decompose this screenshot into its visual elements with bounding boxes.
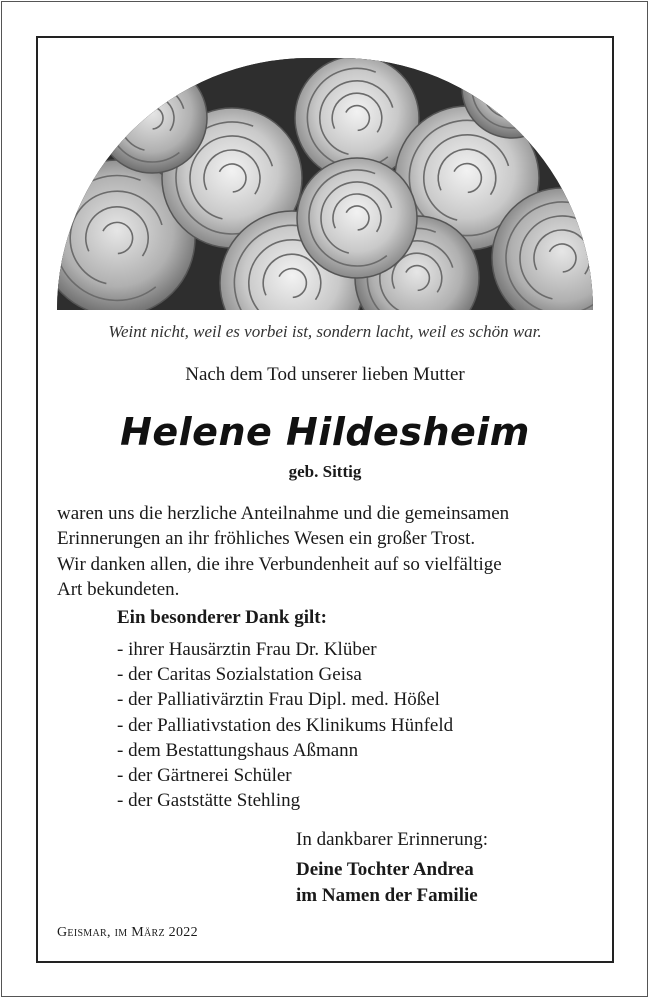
thanks-item: - der Palliativärztin Frau Dipl. med. Hößel [117,689,440,711]
intro-text: Nach dem Tod unserer lieben Mutter [185,364,465,385]
thanks-list [117,637,453,813]
closing-text: In dankbarer Erinnerung: [296,829,489,850]
place-date: Geismar, im März 2022 [57,925,198,940]
body-text [57,501,597,602]
thanks-item: - der Gaststätte Stehling [117,790,301,812]
birth-name: geb. Sittig [288,462,362,481]
body-line: Art bekundeten. [57,578,180,600]
thanks-title: Ein besonderer Dank gilt: [117,607,327,628]
thanks-item: - dem Bestattungshaus Aßmann [117,739,359,761]
signature-line: im Namen der Familie [296,885,478,906]
signature-line: Deine Tochter Andrea [296,859,474,880]
thanks-item: - der Palliativstation des Klinikums Hünfeld [117,714,454,736]
thanks-item: - der Caritas Sozialstation Geisa [117,664,362,686]
body-line: Wir danken allen, die ihre Verbundenheit auf so vielfältige [57,553,502,575]
quote: Weint nicht, weil es vorbei ist, sondern lacht, weil es schön war. [108,322,542,341]
deceased-name: Helene Hildesheim [120,410,530,454]
signature [296,857,478,909]
thanks-item: - der Gärtnerei Schüler [117,765,292,787]
body-line: Erinnerungen an ihr fröhliches Wesen ein großer Trost. [57,528,476,550]
body-line: waren uns die herzliche Anteilnahme und die gemeinsamen [57,503,510,524]
thanks-item: - ihrer Hausärztin Frau Dr. Klüber [117,639,377,660]
